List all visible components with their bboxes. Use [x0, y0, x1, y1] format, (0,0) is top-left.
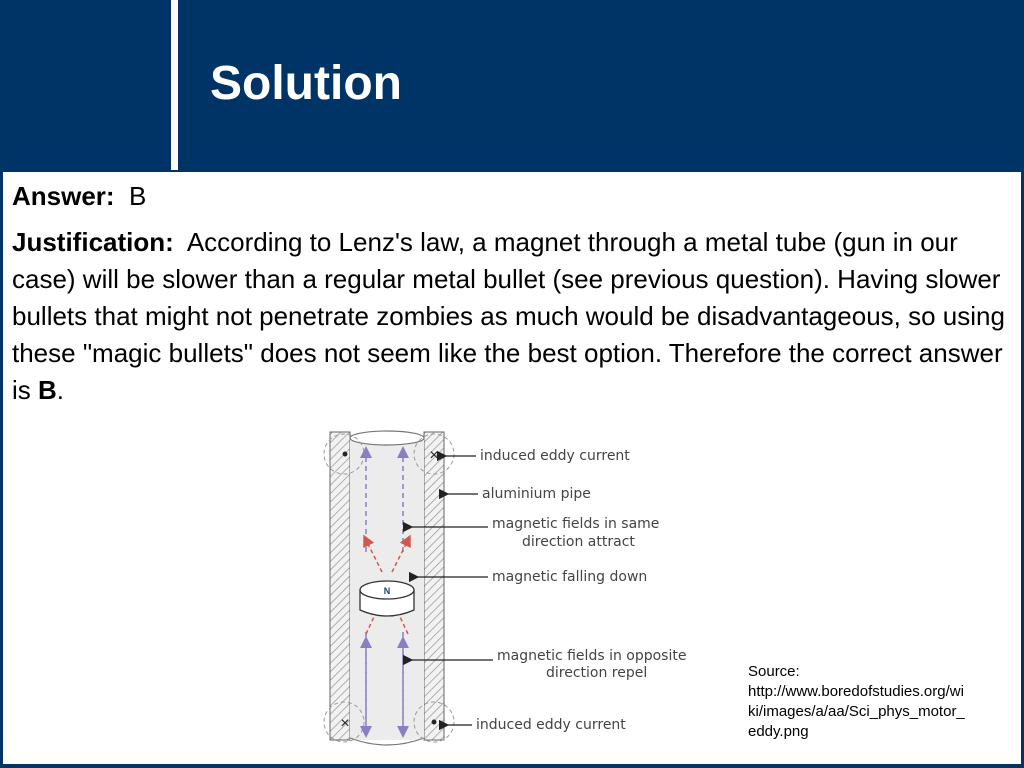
justification-text: According to Lenz's law, a magnet through a metal tube (gun in our case) will be slower than a regular metal bullet (see previous question). Having slower bullets that might not penetrate zombies as much would be disadvantageous, so using these "magic bullets" does not seem like the best option. Therefore the correct answer is: [12, 227, 1005, 405]
label-pipe: aluminium pipe: [482, 486, 591, 502]
eddy-dot-top: •: [341, 444, 349, 464]
eddy-current-diagram: [308, 422, 728, 752]
answer-line: [12, 181, 146, 212]
eddy-cross-top: ×: [429, 447, 439, 464]
answer-value: B: [129, 181, 147, 211]
justification-answer: B: [38, 375, 57, 405]
justification-paragraph: [12, 224, 1016, 409]
pipe-wall-left: [330, 432, 350, 740]
header-bar: [0, 0, 1024, 170]
label-repel-2: direction repel: [546, 665, 648, 681]
label-eddy-bottom: induced eddy current: [476, 717, 626, 733]
pipe-wall-right: [424, 432, 444, 740]
label-eddy-top: induced eddy current: [480, 448, 630, 464]
slide-title: Solution: [210, 57, 402, 110]
label-attract-2: direction attract: [522, 534, 635, 550]
eddy-cross-bottom: ×: [340, 715, 350, 732]
eddy-dot-bottom: •: [430, 712, 438, 732]
source-citation: [748, 662, 968, 742]
header-divider: [171, 0, 178, 170]
answer-label: Answer:: [12, 181, 115, 211]
source-url: http://www.boredofstudies.org/wiki/images/a/aa/Sci_phys_motor_eddy.png: [748, 683, 965, 740]
justification-label: Justification:: [12, 227, 174, 257]
content-panel: [3, 172, 1021, 764]
source-label: Source:: [748, 663, 800, 680]
label-attract-1: magnetic fields in same: [492, 516, 660, 532]
label-repel-1: magnetic fields in opposite: [497, 648, 687, 664]
magnet-pole-label: N: [383, 586, 391, 596]
justification-end: .: [56, 375, 65, 405]
label-falling: magnetic falling down: [492, 569, 648, 585]
